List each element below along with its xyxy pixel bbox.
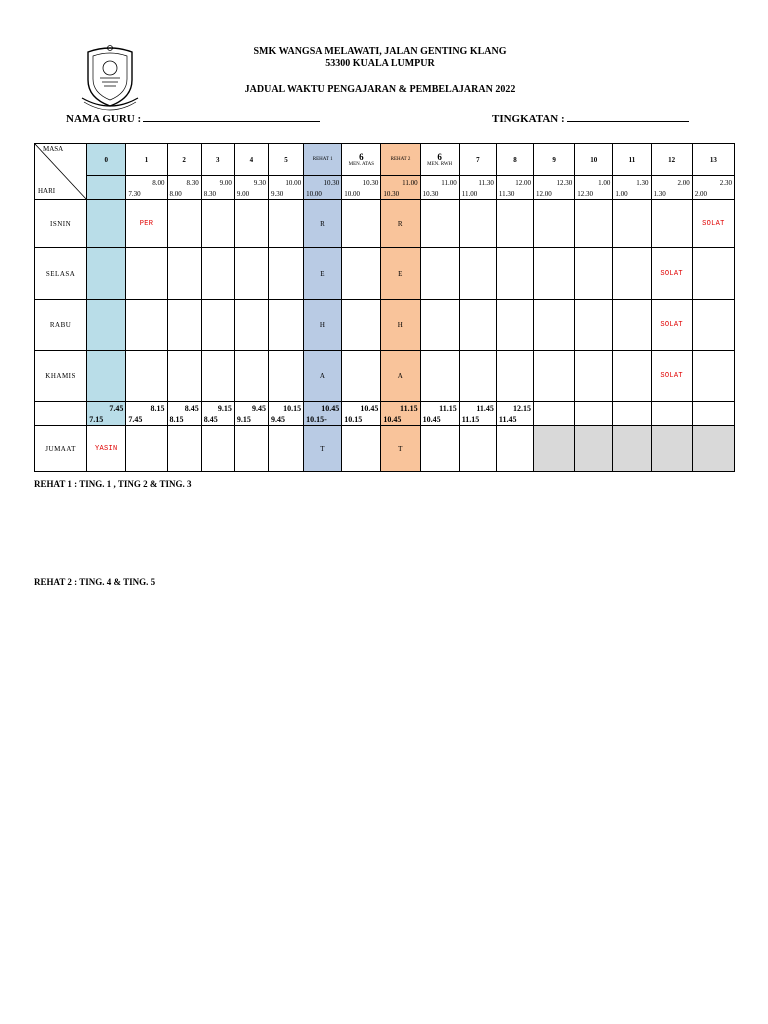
- cell: [126, 426, 167, 472]
- time-end: 10.45: [321, 403, 340, 413]
- time-end: 10.15: [283, 403, 302, 413]
- time-cell-3: [201, 176, 234, 200]
- teacher-name-line: [143, 111, 320, 122]
- cell-solat: SOLAT: [651, 300, 692, 351]
- time-start: 10.00: [306, 189, 322, 198]
- cell: [534, 351, 575, 402]
- time-start: 10.30: [422, 189, 439, 198]
- cell: [342, 248, 381, 300]
- friday-time-cell-13: [575, 402, 613, 426]
- time-start: 11.30: [498, 189, 515, 198]
- cell: [342, 200, 381, 248]
- cell: [201, 248, 234, 300]
- rehat2-letter: H: [381, 300, 420, 351]
- period-7: 7: [459, 144, 496, 176]
- time-cell-9: [420, 176, 459, 200]
- cell: [534, 248, 575, 300]
- cell-per: PER: [126, 200, 167, 248]
- time-cell-11: [496, 176, 533, 200]
- cell: [459, 248, 496, 300]
- cell: [575, 300, 613, 351]
- time-start: 9.00: [236, 189, 250, 198]
- day-label-selasa: SELASA: [35, 248, 87, 300]
- friday-time-cell-15: [651, 402, 692, 426]
- rehat2-letter: R: [381, 200, 420, 248]
- cell: [167, 300, 201, 351]
- time-end: 10.45: [360, 403, 379, 413]
- time-end: 11.15: [439, 403, 457, 413]
- period-10: 10: [575, 144, 613, 176]
- cell-off: [575, 426, 613, 472]
- time-end: 1.00: [598, 178, 611, 187]
- cell: [496, 200, 533, 248]
- cell: [459, 351, 496, 402]
- time-end: 12.00: [515, 178, 532, 187]
- timetable: [34, 143, 735, 472]
- cell: [575, 351, 613, 402]
- cell: [167, 426, 201, 472]
- period-6-lower-number: 6: [437, 151, 442, 162]
- time-end: 11.45: [476, 403, 494, 413]
- rehat1-note: REHAT 1 : TING. 1 , TING 2 & TING. 3: [34, 479, 192, 489]
- cell: [496, 426, 533, 472]
- time-start: 11.15: [461, 414, 480, 424]
- cell: [420, 248, 459, 300]
- period-4: 4: [234, 144, 268, 176]
- time-end: 9.45: [251, 403, 266, 413]
- period-6-upper: [342, 144, 381, 176]
- time-end: 9.15: [217, 403, 232, 413]
- time-cell-15: [651, 176, 692, 200]
- form-line: [567, 111, 689, 122]
- time-start: 9.45: [270, 414, 285, 424]
- time-start: 1.00: [615, 189, 628, 198]
- cell: [87, 351, 126, 402]
- time-end: 1.30: [636, 178, 649, 187]
- cell: [692, 248, 734, 300]
- friday-time-cell-3: [201, 402, 234, 426]
- time-row-weekday: [35, 176, 735, 200]
- day-label-jumaat: JUMAAT: [35, 426, 87, 472]
- cell: [459, 426, 496, 472]
- school-address: 53300 KUALA LUMPUR: [325, 58, 435, 69]
- cell: [613, 200, 651, 248]
- period-3: 3: [201, 144, 234, 176]
- time-end: 11.00: [402, 178, 418, 187]
- time-end: 11.00: [441, 178, 457, 187]
- day-label-isnin: ISNIN: [35, 200, 87, 248]
- time-cell-2: [167, 176, 201, 200]
- teacher-name-field: [66, 111, 320, 125]
- cell: [268, 248, 303, 300]
- corner-masa: MASA: [43, 145, 64, 153]
- cell: [496, 248, 533, 300]
- cell: [126, 351, 167, 402]
- cell: [87, 248, 126, 300]
- period-5: 5: [268, 144, 303, 176]
- cell-yasin: YASIN: [87, 426, 126, 472]
- cell: [459, 300, 496, 351]
- time-cell-10: [459, 176, 496, 200]
- time-end: 2.00: [677, 178, 690, 187]
- corner-hari: HARI: [38, 187, 56, 195]
- time-cell-13: [575, 176, 613, 200]
- cell: [234, 248, 268, 300]
- cell-solat: SOLAT: [651, 351, 692, 402]
- cell: [201, 426, 234, 472]
- period-header-row: [35, 144, 735, 176]
- corner-cell: [35, 144, 87, 200]
- cell: [167, 200, 201, 248]
- time-cell-1: [126, 176, 167, 200]
- time-start: 11.00: [461, 189, 478, 198]
- time-start: 7.45: [128, 414, 143, 424]
- cell-off: [534, 426, 575, 472]
- rehat2-letter: E: [381, 248, 420, 300]
- time-end: 8.45: [184, 403, 199, 413]
- friday-time-cell-4: [234, 402, 268, 426]
- cell-solat: SOLAT: [692, 200, 734, 248]
- cell: [575, 248, 613, 300]
- time-cell-6: [304, 176, 342, 200]
- cell: [420, 351, 459, 402]
- friday-time-cell-10: [459, 402, 496, 426]
- form-label: TINGKATAN :: [492, 113, 565, 125]
- cell: [459, 200, 496, 248]
- rehat1-letter: E: [304, 248, 342, 300]
- cell-off: [651, 426, 692, 472]
- period-0: 0: [87, 144, 126, 176]
- period-2: 2: [167, 144, 201, 176]
- period-13: 13: [692, 144, 734, 176]
- time-start: 8.45: [203, 414, 218, 424]
- period-9: 9: [534, 144, 575, 176]
- cell: [692, 300, 734, 351]
- time-start: 8.15: [169, 414, 184, 424]
- cell: [126, 300, 167, 351]
- time-start: 7.30: [128, 189, 141, 198]
- friday-time-cell-9: [420, 402, 459, 426]
- cell: [575, 200, 613, 248]
- cell: [692, 351, 734, 402]
- cell: [651, 200, 692, 248]
- period-rehat-2: REHAT 2: [381, 144, 420, 176]
- time-start: 8.30: [203, 189, 216, 198]
- time-start: 11.45: [498, 414, 517, 424]
- rehat2-letter: A: [381, 351, 420, 402]
- form-field: [492, 111, 689, 125]
- cell: [234, 300, 268, 351]
- time-start: 10.15: [344, 414, 363, 424]
- cell: [268, 351, 303, 402]
- cell: [201, 200, 234, 248]
- day-row-khamis: [35, 351, 735, 402]
- cell: [342, 300, 381, 351]
- time-start: 10.45: [383, 414, 402, 424]
- time-start: 9.30: [270, 189, 284, 198]
- time-end: 7.45: [109, 403, 124, 413]
- cell: [613, 248, 651, 300]
- time-start: 7.15: [89, 414, 104, 424]
- time-start: 2.00: [694, 189, 707, 198]
- period-11: 11: [613, 144, 651, 176]
- cell: [496, 351, 533, 402]
- period-1: 1: [126, 144, 167, 176]
- cell: [534, 300, 575, 351]
- time-start: 10.15-: [306, 414, 327, 424]
- day-label-rabu: RABU: [35, 300, 87, 351]
- friday-time-cell-5: [268, 402, 303, 426]
- rehat2-note: REHAT 2 : TING. 4 & TING. 5: [34, 577, 156, 587]
- day-row-jumaat: [35, 426, 735, 472]
- time-cell-16: [692, 176, 734, 200]
- day-label-khamis: KHAMIS: [35, 351, 87, 402]
- friday-time-cell-6: [304, 402, 342, 426]
- cell: [167, 351, 201, 402]
- cell: [613, 351, 651, 402]
- school-name: SMK WANGSA MELAWATI, JALAN GENTING KLANG: [253, 46, 507, 57]
- time-end: 8.00: [152, 178, 165, 187]
- cell: [126, 248, 167, 300]
- time-start: 8.00: [169, 189, 182, 198]
- time-end: 2.30: [719, 178, 732, 187]
- cell: [35, 402, 87, 426]
- time-cell-5: [268, 176, 303, 200]
- day-row-selasa: [35, 248, 735, 300]
- period-8: 8: [496, 144, 533, 176]
- time-start: 10.30: [383, 189, 400, 198]
- period-rehat-1: REHAT 1: [304, 144, 342, 176]
- cell: [201, 351, 234, 402]
- cell: [342, 426, 381, 472]
- cell: [342, 351, 381, 402]
- cell: [613, 300, 651, 351]
- period-6-upper-sub: MEN. ATAS: [348, 161, 375, 167]
- cell: [420, 426, 459, 472]
- time-end: 8.15: [150, 403, 165, 413]
- cell: [234, 200, 268, 248]
- friday-time-cell-2: [167, 402, 201, 426]
- time-end: 9.30: [253, 178, 266, 187]
- time-end: 12.15: [513, 403, 532, 413]
- period-12: 12: [651, 144, 692, 176]
- time-start: 1.30: [653, 189, 666, 198]
- time-row-friday: [35, 402, 735, 426]
- cell: [234, 426, 268, 472]
- time-end: 8.30: [186, 178, 199, 187]
- rehat1-letter: H: [304, 300, 342, 351]
- cell: [167, 248, 201, 300]
- day-row-rabu: [35, 300, 735, 351]
- period-6-lower: [420, 144, 459, 176]
- period-6-upper-number: 6: [359, 151, 364, 162]
- friday-time-cell-0: [87, 402, 126, 426]
- cell: [420, 300, 459, 351]
- rehat1-letter: A: [304, 351, 342, 402]
- period-6-lower-sub: MEN. RWH: [427, 161, 453, 167]
- time-cell-7: [342, 176, 381, 200]
- friday-time-cell-7: [342, 402, 381, 426]
- document-title: JADUAL WAKTU PENGAJARAN & PEMBELAJARAN 2022: [244, 84, 516, 95]
- rehat1-letter: R: [304, 200, 342, 248]
- time-end: 10.30: [362, 178, 379, 187]
- day-row-isnin: [35, 200, 735, 248]
- cell: [87, 300, 126, 351]
- cell: [268, 300, 303, 351]
- cell: [496, 300, 533, 351]
- friday-time-cell-12: [534, 402, 575, 426]
- friday-time-cell-11: [496, 402, 533, 426]
- time-end: 11.30: [478, 178, 494, 187]
- time-end: 10.30: [323, 178, 340, 187]
- time-end: 9.00: [219, 178, 232, 187]
- friday-time-cell-8: [381, 402, 420, 426]
- teacher-name-label: NAMA GURU :: [66, 113, 142, 125]
- cell-off: [692, 426, 734, 472]
- cell: [234, 351, 268, 402]
- friday-time-cell-14: [613, 402, 651, 426]
- time-start: 9.15: [236, 414, 251, 424]
- time-cell-0: [87, 176, 126, 200]
- time-cell-14: [613, 176, 651, 200]
- cell: [420, 200, 459, 248]
- time-cell-12: [534, 176, 575, 200]
- time-end: 10.00: [285, 178, 302, 187]
- cell: [268, 200, 303, 248]
- cell: [268, 426, 303, 472]
- cell-solat: SOLAT: [651, 248, 692, 300]
- time-start: 12.30: [577, 189, 593, 198]
- time-start: 12.00: [536, 189, 552, 198]
- friday-time-cell-16: [692, 402, 734, 426]
- time-cell-8: [381, 176, 420, 200]
- time-end: 11.15: [400, 403, 418, 413]
- time-start: 10.45: [422, 414, 441, 424]
- time-end: 12.30: [556, 178, 573, 187]
- cell: [87, 200, 126, 248]
- rehat2-letter: T: [381, 426, 420, 472]
- rehat1-letter: T: [304, 426, 342, 472]
- cell: [201, 300, 234, 351]
- friday-time-cell-1: [126, 402, 167, 426]
- cell-off: [613, 426, 651, 472]
- cell: [534, 200, 575, 248]
- time-cell-4: [234, 176, 268, 200]
- time-start: 10.00: [344, 189, 361, 198]
